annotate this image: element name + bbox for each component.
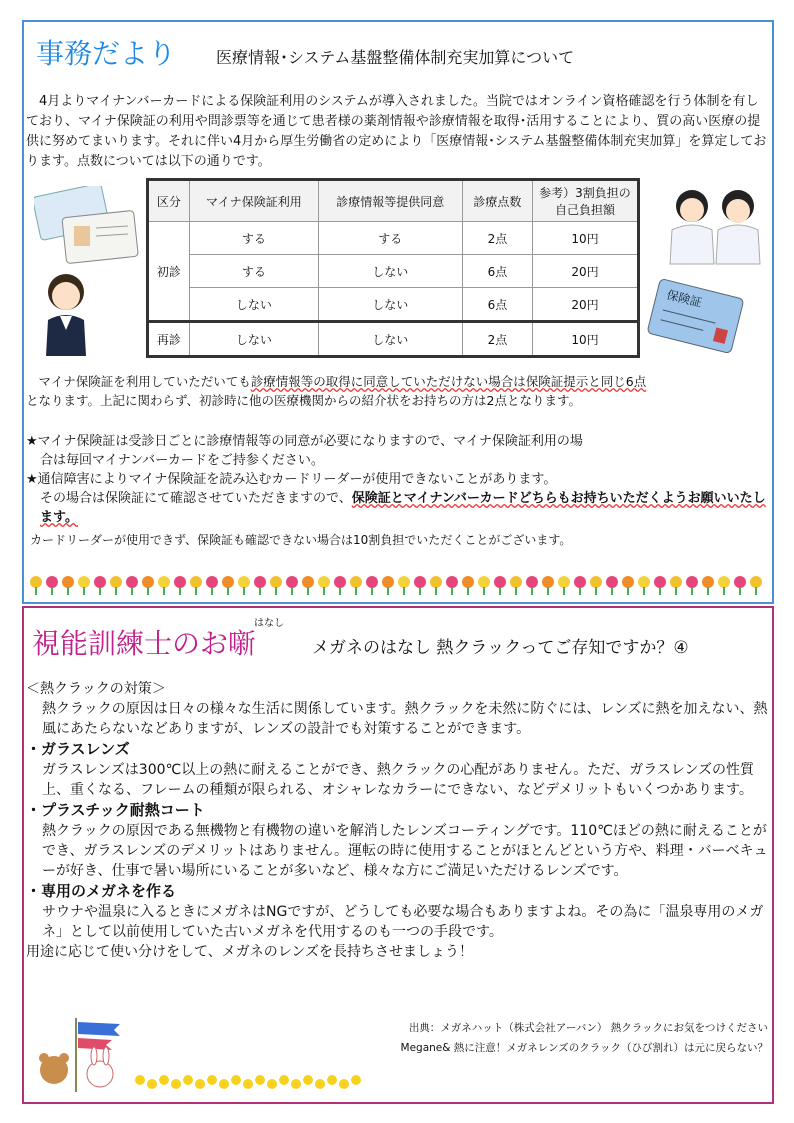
dandelion-border-icon bbox=[132, 1068, 368, 1098]
group-revisit: 再診 bbox=[148, 322, 190, 357]
th-copay: 参考）3割負担の自己負担額 bbox=[533, 180, 639, 222]
table-row bbox=[148, 222, 639, 255]
card-label: 保険証 bbox=[665, 287, 704, 310]
orthoptist-subtitle: メガネのはなし 熱クラックってご存知ですか？④ bbox=[312, 638, 689, 658]
notices bbox=[26, 432, 774, 527]
notice-1-cont: 合は毎回マイナンバーカードをご持参ください。 bbox=[40, 453, 324, 468]
cell: する bbox=[189, 222, 318, 255]
paragraph-glass: ガラスレンズは300℃以上の熱に耐えることができ、熱クラックの心配がありません。ただ、ガラスレンズの性質上、重くなる、フレームの種類が限られる、オシャレなカラーにできない、などデメリットもいくつかあります。 bbox=[42, 762, 755, 798]
admin-news-title: 事務だより bbox=[36, 37, 177, 70]
table-row bbox=[148, 288, 639, 322]
cell: しない bbox=[318, 288, 462, 322]
cell: 20円 bbox=[533, 288, 639, 322]
th-consent: 診療情報等提供同意 bbox=[318, 180, 462, 222]
paragraph: 熱クラックの原因は日々の様々な生活に関係しています。熱クラックを未然に防ぐには、レンズに熱を加えない、熱風にあたらないなどありますが、レンズの設計でも対策することができます。 bbox=[42, 701, 768, 737]
intro-paragraph: 4月よりマイナンバーカードによる保険証利用のシステムが導入されました。当院ではオンライン資格確認を行う体制を有しており、マイナ保険証の利用や問診票等を通じて患者様の薬剤情報や診療情報を取得･活用することにより、質の高い医療の提供に努めてまいります。それに伴い4月から厚生労働省の定めにより「医療情報･システム基盤整備体制充実加算」を算定しております。点数については以下の通りです。 bbox=[26, 94, 767, 169]
section-heading: ＜熱クラックの対策＞ bbox=[26, 681, 166, 697]
title-ruby: はなし bbox=[254, 618, 284, 629]
insurance-cards-icon bbox=[34, 186, 140, 266]
cell: しない bbox=[318, 322, 462, 357]
source-line: Megane& 熱に注意！メガネレンズのクラック（ひび割れ）は元に戻らない？ bbox=[400, 1042, 768, 1054]
cell: する bbox=[189, 255, 318, 288]
notice-2-bold: 保険証とマイナンバーカードどちらもお持ちいただくようお願いいたします。 bbox=[40, 491, 766, 525]
note-text: マイナ保険証を利用していただいても bbox=[26, 374, 251, 389]
tulip-border-icon bbox=[30, 572, 766, 596]
doctors-illustration-icon bbox=[664, 186, 766, 266]
cell: しない bbox=[318, 255, 462, 288]
receptionist-illustration-icon bbox=[36, 270, 96, 362]
notice-2: ★通信障害によりマイナ保険証を読み込むカードリーダーが使用できないことがあります。 bbox=[26, 472, 557, 487]
orthoptist-body bbox=[26, 679, 774, 962]
admin-news-subtitle: 医療情報･システム基盤整備体制充実加算について bbox=[216, 48, 575, 67]
note-text: となります。上記に関わらず、初診時に他の医療機関からの紹介状をお持ちの方は2点となります。 bbox=[26, 393, 581, 408]
subheading-special: ・専用のメガネを作る bbox=[26, 882, 177, 900]
points-note bbox=[26, 372, 774, 410]
cell: 6点 bbox=[462, 288, 532, 322]
insurance-card-icon bbox=[646, 276, 744, 360]
source-credits bbox=[401, 1018, 768, 1058]
fee-table bbox=[146, 178, 640, 358]
paragraph-plastic: 熱クラックの原因である無機物と有機物の違いを解消したレンズコーティングです。110℃ほどの熱に耐えることができ、ガラスレンズのデメリットはありません。運転の時に使用することがほとんどという方や、料理・バーベキューが好き、仕事で暑い場所にいることが多いなど、様々な方にご満足いただけるレンズです。 bbox=[42, 823, 768, 879]
th-category: 区分 bbox=[148, 180, 190, 222]
source-line: 出典：メガネハット（株式会社アーバン） 熱クラックにお気をつけください bbox=[408, 1022, 768, 1034]
note-underlined-text: 診療情報等の取得に同意していただけない場合は保険証提示と同じ6点 bbox=[250, 374, 647, 389]
notice-1: ★マイナ保険証は受診日ごとに診療情報等の同意が必要になりますので、マイナ保険証利用の場 bbox=[26, 434, 583, 449]
subheading-glass: ・ガラスレンズ bbox=[26, 740, 130, 758]
notice-2-cont: その場合は保険証にて確認させていただきますので、 bbox=[40, 491, 352, 506]
card-reader-note: カードリーダーが使用できず、保険証も確認できない場合は10割負担でいただくことがございます。 bbox=[30, 533, 572, 547]
cell: 20円 bbox=[533, 255, 639, 288]
group-first-visit: 初診 bbox=[148, 222, 190, 322]
cell: 2点 bbox=[462, 222, 532, 255]
cell: 2点 bbox=[462, 322, 532, 357]
cell: 10円 bbox=[533, 222, 639, 255]
cell: しない bbox=[189, 322, 318, 357]
table-row bbox=[148, 255, 639, 288]
cell: 6点 bbox=[462, 255, 532, 288]
table-row bbox=[148, 322, 639, 357]
th-myna-use: マイナ保険証利用 bbox=[189, 180, 318, 222]
paragraph-special: サウナや温泉に入るときにメガネはNGですが、どうしても必要な場合もありますよね。その為に「温泉専用のメガネ」として以前使用していた古いメガネを代用するのも一つの手段です。 bbox=[42, 904, 764, 940]
th-points: 診療点数 bbox=[462, 180, 532, 222]
paragraph-closing: 用途に応じて使い分けをして、メガネのレンズを長持ちさせましょう！ bbox=[26, 944, 473, 960]
cell: しない bbox=[189, 288, 318, 322]
koinobori-animals-icon bbox=[32, 1014, 128, 1094]
cell: する bbox=[318, 222, 462, 255]
orthoptist-title: 視能訓練士のお噺 bbox=[32, 627, 257, 660]
cell: 10円 bbox=[533, 322, 639, 357]
subheading-plastic: ・プラスチック耐熱コート bbox=[26, 801, 205, 819]
